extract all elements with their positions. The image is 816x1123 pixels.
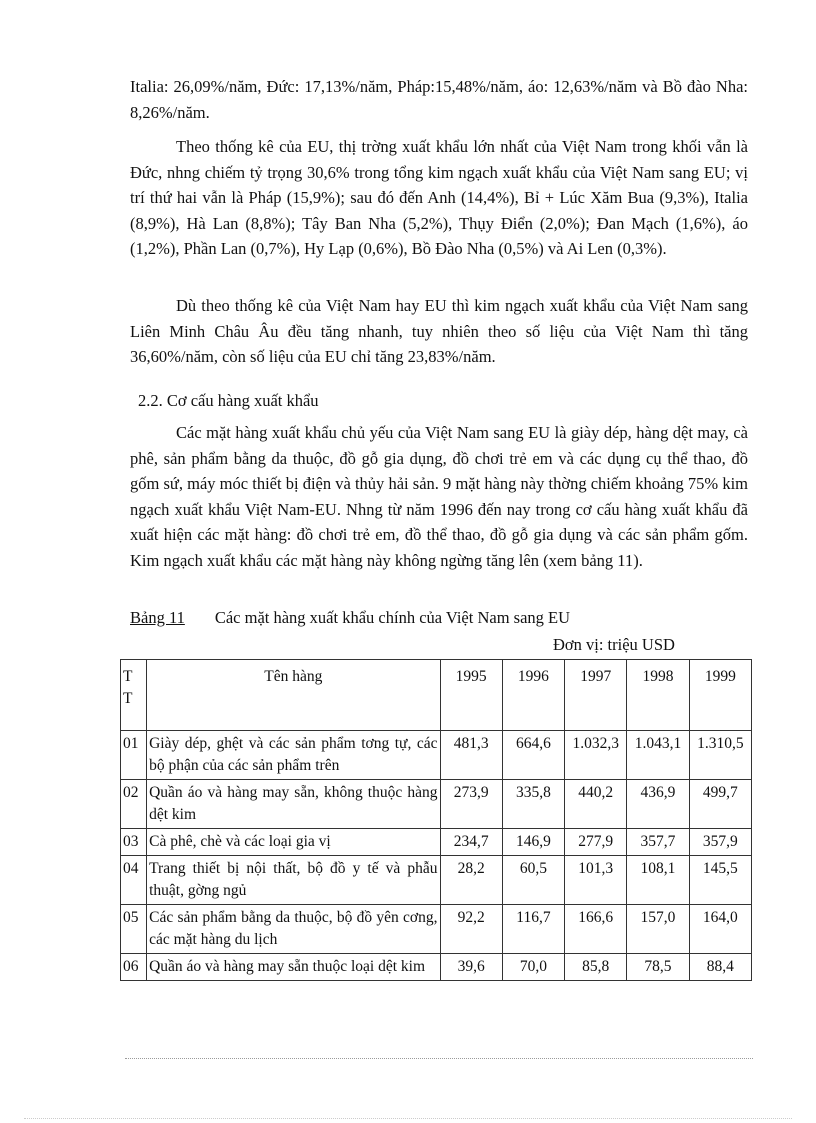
table-row <box>121 954 752 981</box>
row-value: 164,0 <box>689 905 751 954</box>
row-value: 357,9 <box>689 829 751 856</box>
header-year: 1996 <box>502 660 564 731</box>
row-value: 145,5 <box>689 856 751 905</box>
footer-divider <box>125 1058 753 1059</box>
row-value: 335,8 <box>502 780 564 829</box>
paragraph-growth-comparison: Dù theo thống kê của Việt Nam hay EU thì kim ngạch xuất khẩu của Việt Nam sang Liên Minh Châu Âu đều tăng nhanh, tuy nhiên theo số liệu của Việt Nam thì tăng 36,60%/năm, còn số liệu của EU chỉ tăng 23,83%/năm. <box>130 296 748 366</box>
row-value: 664,6 <box>502 731 564 780</box>
row-value: 101,3 <box>565 856 627 905</box>
row-value: 92,2 <box>440 905 502 954</box>
table-row <box>121 731 752 780</box>
row-value: 481,3 <box>440 731 502 780</box>
row-number: 06 <box>121 954 147 981</box>
row-value: 85,8 <box>565 954 627 981</box>
row-value: 440,2 <box>565 780 627 829</box>
row-value: 78,5 <box>627 954 689 981</box>
row-value: 70,0 <box>502 954 564 981</box>
row-value: 166,6 <box>565 905 627 954</box>
row-value: 60,5 <box>502 856 564 905</box>
row-value: 108,1 <box>627 856 689 905</box>
row-value: 146,9 <box>502 829 564 856</box>
row-value: 499,7 <box>689 780 751 829</box>
paragraph-country-growth: Italia: 26,09%/năm, Đức: 17,13%/năm, Pháp:15,48%/năm, áo: 12,63%/năm và Bồ đào Nha: 8,26%/năm. <box>130 77 748 122</box>
row-value: 1.310,5 <box>689 731 751 780</box>
header-name: Tên hàng <box>147 660 440 731</box>
row-number: 03 <box>121 829 147 856</box>
table-caption <box>130 606 570 630</box>
row-value: 277,9 <box>565 829 627 856</box>
row-number: 02 <box>121 780 147 829</box>
row-product-name: Cà phê, chè và các loại gia vị <box>147 829 440 856</box>
row-value: 357,7 <box>627 829 689 856</box>
row-value: 157,0 <box>627 905 689 954</box>
table-row <box>121 856 752 905</box>
row-product-name: Các sản phẩm bằng da thuộc, bộ đồ yên cơng, các mặt hàng du lịch <box>147 905 440 954</box>
row-value: 116,7 <box>502 905 564 954</box>
row-product-name: Giày dép, ghệt và các sản phẩm tơng tự, các bộ phận của các sản phẩm trên <box>147 731 440 780</box>
table-row <box>121 829 752 856</box>
row-value: 1.032,3 <box>565 731 627 780</box>
header-year: 1999 <box>689 660 751 731</box>
row-number: 05 <box>121 905 147 954</box>
header-year: 1998 <box>627 660 689 731</box>
row-product-name: Quần áo và hàng may sẵn thuộc loại dệt kim <box>147 954 440 981</box>
row-value: 436,9 <box>627 780 689 829</box>
table-unit: Đơn vị: triệu USD <box>553 635 675 654</box>
row-value: 39,6 <box>440 954 502 981</box>
table-header-row <box>121 660 752 731</box>
row-product-name: Quần áo và hàng may sẵn, không thuộc hàng dệt kim <box>147 780 440 829</box>
export-table <box>120 659 752 981</box>
row-value: 234,7 <box>440 829 502 856</box>
row-product-name: Trang thiết bị nội thất, bộ đồ y tế và phẫu thuật, gờng ngủ <box>147 856 440 905</box>
row-value: 1.043,1 <box>627 731 689 780</box>
row-value: 273,9 <box>440 780 502 829</box>
section-heading: 2.2. Cơ cấu hàng xuất khẩu <box>138 391 319 410</box>
row-number: 04 <box>121 856 147 905</box>
paragraph-eu-statistics: Theo thống kê của EU, thị trờng xuất khẩu lớn nhất của Việt Nam trong khối vẫn là Đức, nhng chiếm tỷ trọng 30,6% trong tổng kim ngạch xuất khẩu của Việt Nam sang EU; vị trí thứ hai vẫn là Pháp (15,9%); sau đó đến Anh (14,4%), Bỉ + Lúc Xăm Bua (9,3%), Italia (8,9%), Hà Lan (8,8%); Tây Ban Nha (5,2%), Thụy Điển (2,0%); Đan Mạch (1,6%), áo (1,2%), Phần Lan (0,7%), Hy Lạp (0,6%), Bồ Đào Nha (0,5%) và Ai Len (0,3%). <box>130 137 748 258</box>
table-title: Các mặt hàng xuất khẩu chính của Việt Nam sang EU <box>214 608 571 627</box>
table-label: Bảng 11 <box>130 608 185 627</box>
header-year: 1997 <box>565 660 627 731</box>
row-value: 28,2 <box>440 856 502 905</box>
row-value: 88,4 <box>689 954 751 981</box>
header-tt: T T <box>121 660 147 731</box>
table-row <box>121 905 752 954</box>
page-bottom-divider <box>24 1118 792 1119</box>
header-year: 1995 <box>440 660 502 731</box>
row-number: 01 <box>121 731 147 780</box>
table-row <box>121 780 752 829</box>
paragraph-export-structure: Các mặt hàng xuất khẩu chủ yếu của Việt Nam sang EU là giày dép, hàng dệt may, cà phê, sản phẩm bằng da thuộc, đồ gỗ gia dụng, đồ chơi trẻ em và các dụng cụ thể thao, đồ gốm sứ, máy móc thiết bị điện và thủy hải sản. 9 mặt hàng này thờng chiếm khoảng 75% kim ngạch xuất khẩu Việt Nam-EU. Nhng từ năm 1996 đến nay trong cơ cấu hàng xuất khẩu đã xuất hiện các mặt hàng: đồ chơi trẻ em, đồ thể thao, đồ gỗ gia dụng và các sản phẩm gốm. Kim ngạch xuất khẩu các mặt hàng này không ngừng tăng lên (xem bảng 11). <box>130 423 748 570</box>
